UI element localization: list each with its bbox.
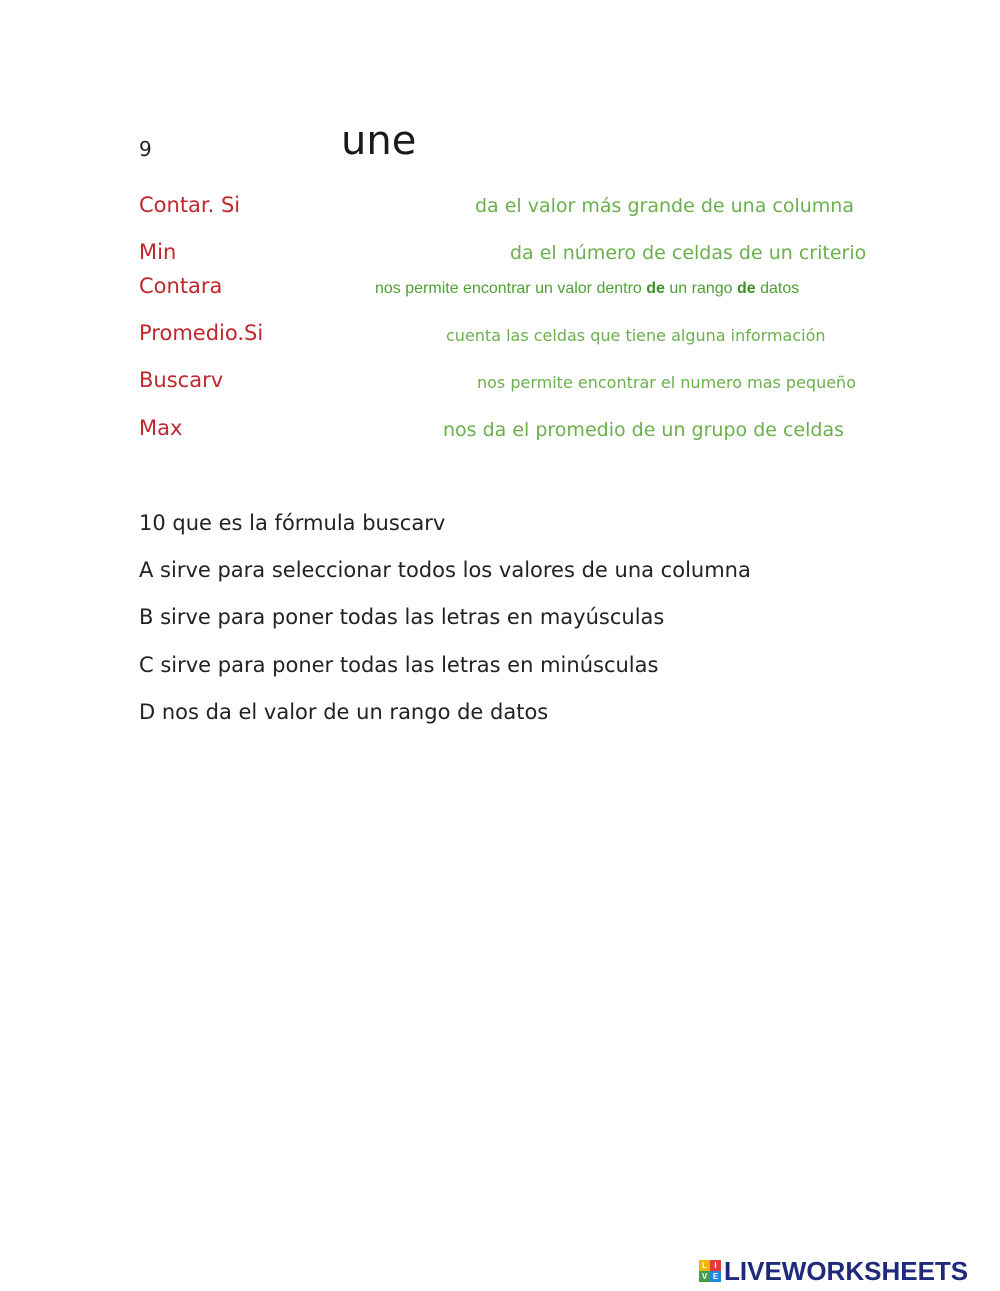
- question-9-title: une: [341, 118, 417, 164]
- question-10-prompt: 10 que es la fórmula buscarv: [139, 511, 446, 535]
- logo-icon-tile: L: [699, 1260, 710, 1271]
- definition-5: nos permite encontrar el numero mas pequeño: [477, 373, 856, 392]
- term-max: Max: [139, 416, 183, 440]
- question-9-number: 9: [139, 137, 152, 161]
- term-min: Min: [139, 240, 177, 264]
- question-10-option-c[interactable]: C sirve para poner todas las letras en minúsculas: [139, 653, 659, 677]
- term-contara: Contara: [139, 274, 223, 298]
- definition-4: cuenta las celdas que tiene alguna información: [446, 326, 826, 345]
- term-buscarv: Buscarv: [139, 368, 224, 392]
- term-contar-si: Contar. Si: [139, 193, 241, 217]
- question-10-option-b[interactable]: B sirve para poner todas las letras en mayúsculas: [139, 605, 665, 629]
- definition-3: nos permite encontrar un valor dentro de un rango de datos: [375, 280, 800, 297]
- question-10-option-d[interactable]: D nos da el valor de un rango de datos: [139, 700, 549, 724]
- logo-icon-tile: I: [710, 1260, 721, 1271]
- logo-icon-tile: V: [699, 1271, 710, 1282]
- liveworksheets-logo: [699, 1255, 969, 1286]
- liveworksheets-logo-text: LIVEWORKSHEETS: [724, 1255, 969, 1286]
- definition-2: da el número de celdas de un criterio: [510, 242, 867, 264]
- definition-6: nos da el promedio de un grupo de celdas: [443, 419, 844, 441]
- term-promedio-si: Promedio.Si: [139, 321, 264, 345]
- liveworksheets-logo-icon: [699, 1260, 721, 1282]
- logo-icon-tile: E: [710, 1271, 721, 1282]
- definition-1: da el valor más grande de una columna: [475, 195, 854, 217]
- question-10-option-a[interactable]: A sirve para seleccionar todos los valores de una columna: [139, 558, 751, 582]
